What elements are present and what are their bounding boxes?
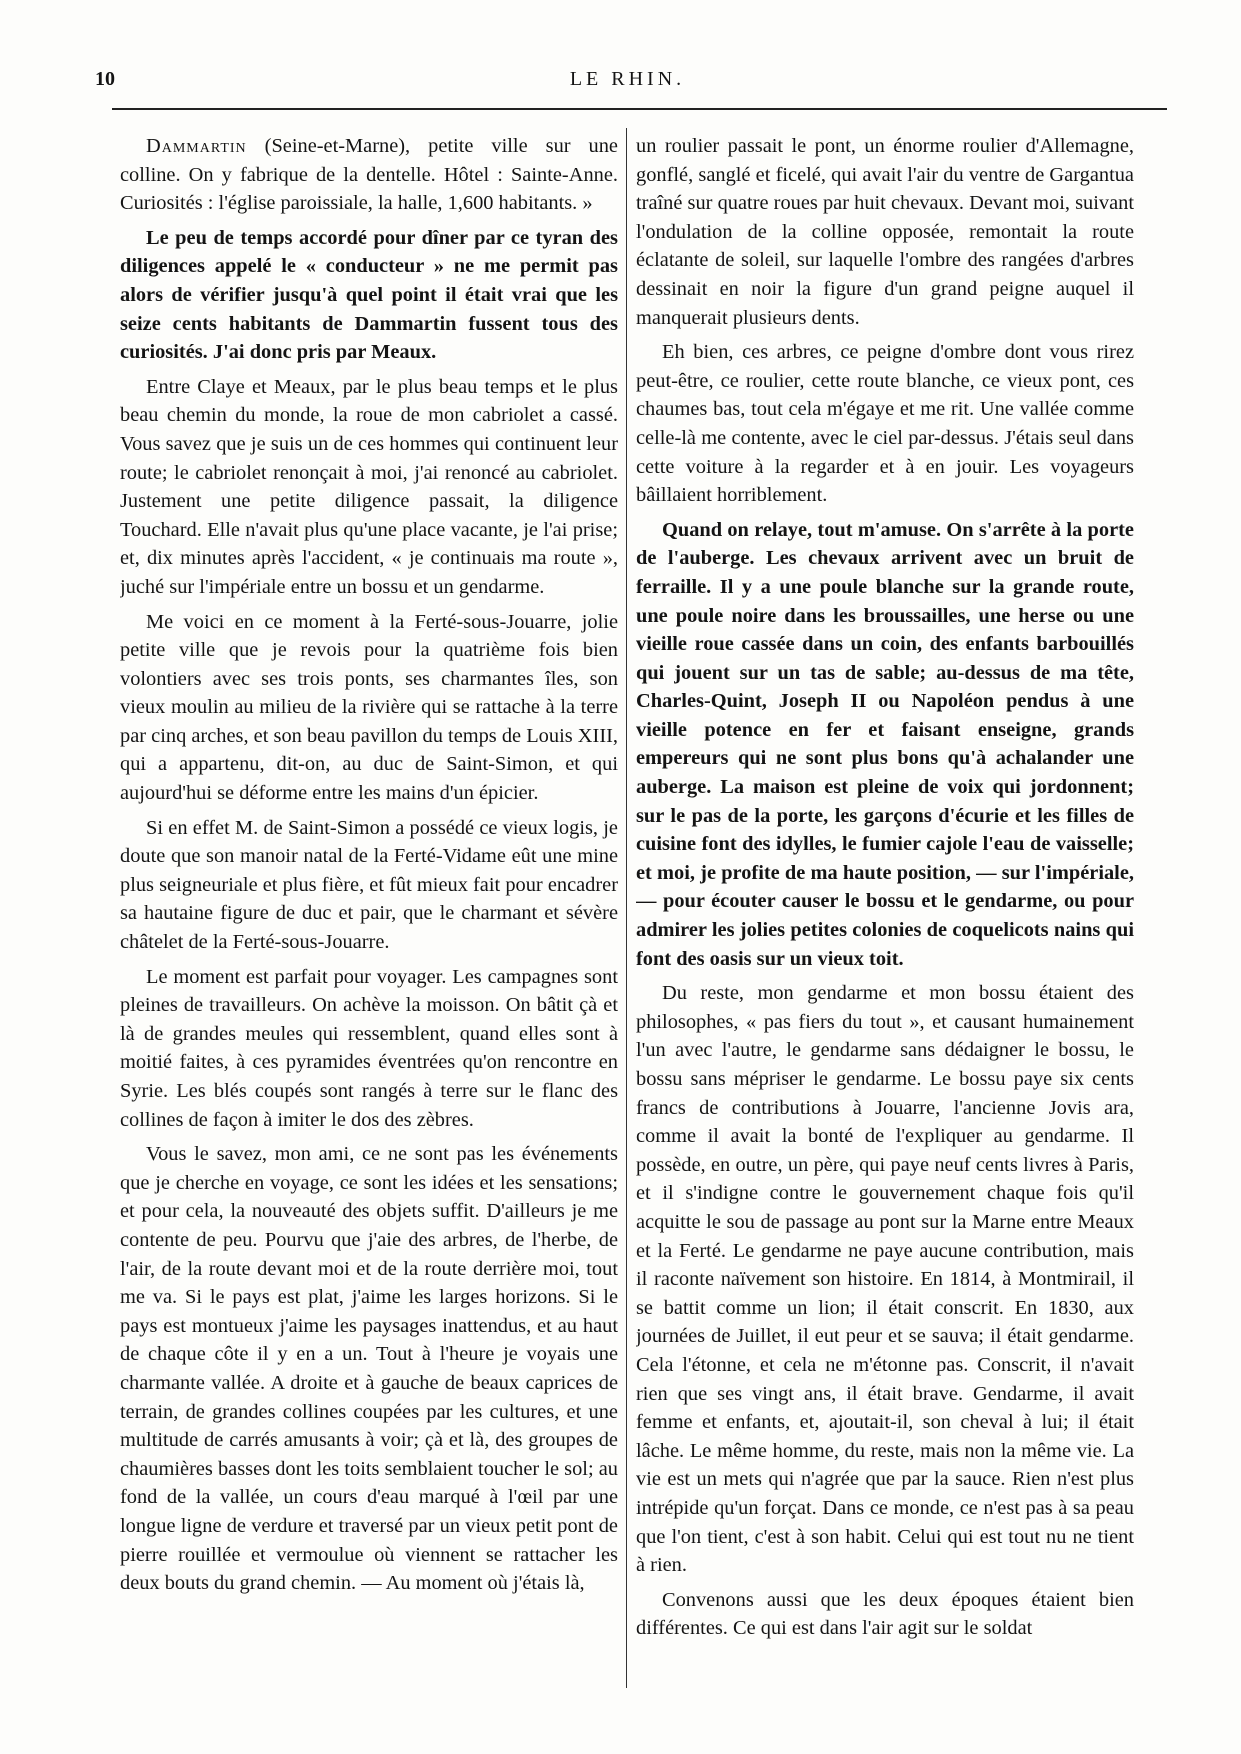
page-header: [95, 68, 1160, 108]
paragraph: Vous le savez, mon ami, ce ne sont pas les événements que je cherche en voyage, ce sont les idées et les sensations; et pour cela, la nouveauté des objets suffit. D'ailleurs je me contente de peu. Pourvu que j'aie des arbres, de l'herbe, de l'air, de la route devant moi et de la route derrière moi, tout me va. Si le pays est plat, j'aime les larges horizons. Si le pays est montueux j'aime les paysages inattendus, et au haut de chaque côte il y en a un. Tout à l'heure je voyais une charmante vallée. A droite et à gauche de beaux caprices de terrain, de grandes collines coupées par les cultures, et une multitude de carrés amusants à voir; çà et là, des groupes de chaumières basses dont les toits semblaient toucher le sol; au fond de la vallée, un cours d'eau marqué à l'œil par une longue ligne de verdure et traversé par un vieux petit pont de pierre rouillée et vermoulue où viennent se rattacher les deux bouts du grand chemin. — Au moment où j'étais là,: [120, 1143, 618, 1595]
paragraph: Eh bien, ces arbres, ce peigne d'ombre dont vous rirez peut-être, ce roulier, cette route blanche, ce vieux pont, ces chaumes bas, tout cela m'égaye et me rit. Une vallée comme celle-là me contente, avec le ciel par-dessus. J'étais seul dans cette voiture à la regarder et à en jouir. Les voyageurs bâillaient horriblement.: [636, 341, 1134, 507]
paragraph: un roulier passait le pont, un énorme roulier d'Allemagne, gonflé, sanglé et ficelé, qui avait l'air du ventre de Gargantua traîné sur quatre roues par huit chevaux. Devant moi, suivant l'ondulation de la colline opposée, remontait la route éclatante de soleil, sur laquelle l'ombre des rangées d'arbres dessinait en noir la figure d'un grand peigne auquel il manquerait plusieurs dents.: [636, 135, 1134, 329]
paragraph: Du reste, mon gendarme et mon bossu étaient des philosophes, « pas fiers du tout », et causant humainement l'un avec l'autre, le gendarme sans dédaigner le bossu, le bossu sans mépriser le gendarme. Le bossu paye six cents francs de contributions à Jouarre, l'ancienne Jovis ara, comme il avait la bonté de l'expliquer au gendarme. Il possède, en outre, un père, qui paye neuf cents livres à Paris, et il s'indigne contre le gouvernement chaque fois qu'il acquitte le sou de passage au pont sur la Marne entre Meaux et la Ferté. Le gendarme ne paye aucune contribution, mais il raconte naïvement son histoire. En 1814, à Montmirail, il se battit comme un lion; il était conscrit. En 1830, aux journées de Juillet, il eut peur et se sauva; il était gendarme. Cela l'étonne, et cela ne m'étonne pas. Conscrit, il n'avait rien que ses vingt ans, il était brave. Gendarme, il avait femme et enfants, et, ajoutait-il, son cheval à lui; il était lâche. Le même homme, du reste, mais non la même vie. La vie est un mets qui n'agrée que par la sauce. Rien n'est plus intrépide qu'un forçat. Dans ce monde, ce n'est pas à sa peau que l'on tient, c'est à son habit. Celui qui est tout nu ne tient à rien.: [636, 982, 1134, 1577]
paragraph-text: (Seine-et-Marne), petite ville sur une colline. On y fabrique de la dentelle. Hôtel : Sainte-Anne. Curiosités : l'église paroissiale, la halle, 1,600 habitants. »: [120, 135, 618, 215]
column-divider: [626, 128, 627, 1688]
left-column: [120, 132, 618, 1732]
paragraph: Convenons aussi que les deux époques étaient bien différentes. Ce qui est dans l'air agit sur le soldat: [636, 1588, 1134, 1640]
paragraph: Entre Claye et Meaux, par le plus beau temps et le plus beau chemin du monde, la roue de mon cabriolet a cassé. Vous savez que je suis un de ces hommes qui continuent leur route; le cabriolet renonçait à moi, j'ai renoncé au cabriolet. Justement une petite diligence passait, la diligence Touchard. Elle n'avait plus qu'une place vacante, je l'ai prise; et, dix minutes après l'accident, « je continuais ma route », juché sur l'impériale entre un bossu et un gendarme.: [120, 375, 618, 598]
paragraph: Le moment est parfait pour voyager. Les campagnes sont pleines de travailleurs. On achève la moisson. On bâtit çà et là de grandes meules qui ressemblent, quand elles sont à moitié faites, à ces pyramides éventrées qu'on rencontre en Syrie. Les blés coupés sont rangés à terre sur le flanc des collines de façon à imiter le dos des zèbres.: [120, 965, 618, 1131]
paragraph: [120, 132, 618, 218]
paragraph: Quand on relaye, tout m'amuse. On s'arrête à la porte de l'auberge. Les chevaux arrivent avec un bruit de ferraille. Il y a une poule blanche sur la grande route, une poule noire dans les broussailles, une herse ou une vieille roue cassée dans un coin, des enfants barbouillés qui jouent sur un tas de sable; au-dessus de ma tête, Charles-Quint, Joseph II ou Napoléon pendus à une vieille potence en fer et faisant enseigne, grands empereurs qui ne sont plus bons qu'à achalander une auberge. La maison est pleine de voix qui jordonnent; sur le pas de la porte, les garçons d'écurie et les filles de cuisine font des idylles, le fumier cajole l'eau de vaisselle; et moi, je profite de ma haute position, — sur l'impériale, — pour écouter causer le bossu et le gendarme, ou pour admirer les jolies petites colonies de coquelicots nains qui font des oasis sur un vieux toit.: [636, 518, 1134, 970]
running-title: LE RHIN.: [569, 68, 686, 90]
paragraph: Me voici en ce moment à la Ferté-sous-Jouarre, jolie petite ville que je revois pour la quatrième fois bien volontiers avec ses trois ponts, ses charmantes îles, son vieux moulin au milieu de la rivière qui se rattache à la terre par cinq arches, et son beau pavillon du temps de Louis XIII, qui a appartenu, dit-on, au duc de Saint-Simon, et qui aujourd'hui se déforme entre les mains d'un épicier.: [120, 610, 618, 805]
header-rule: [112, 108, 1167, 110]
paragraph: Le peu de temps accordé pour dîner par ce tyran des diligences appelé le « conducteur » ne me permit pas alors de vérifier jusqu'à quel point il était vrai que les seize cents habitants de Dammartin fussent tous des curiosités. J'ai donc pris par Meaux.: [120, 226, 618, 364]
right-column: [636, 132, 1134, 1732]
page-number: 10: [95, 68, 115, 90]
paragraph: Si en effet M. de Saint-Simon a possédé ce vieux logis, je doute que son manoir natal de la Ferté-Vidame eût une mine plus seigneuriale et plus fière, et fût mieux fait pour encadrer sa hautaine figure de duc et pair, que le charmant et sévère châtelet de la Ferté-sous-Jouarre.: [120, 816, 618, 954]
lead-word: Dammartin: [146, 135, 247, 157]
